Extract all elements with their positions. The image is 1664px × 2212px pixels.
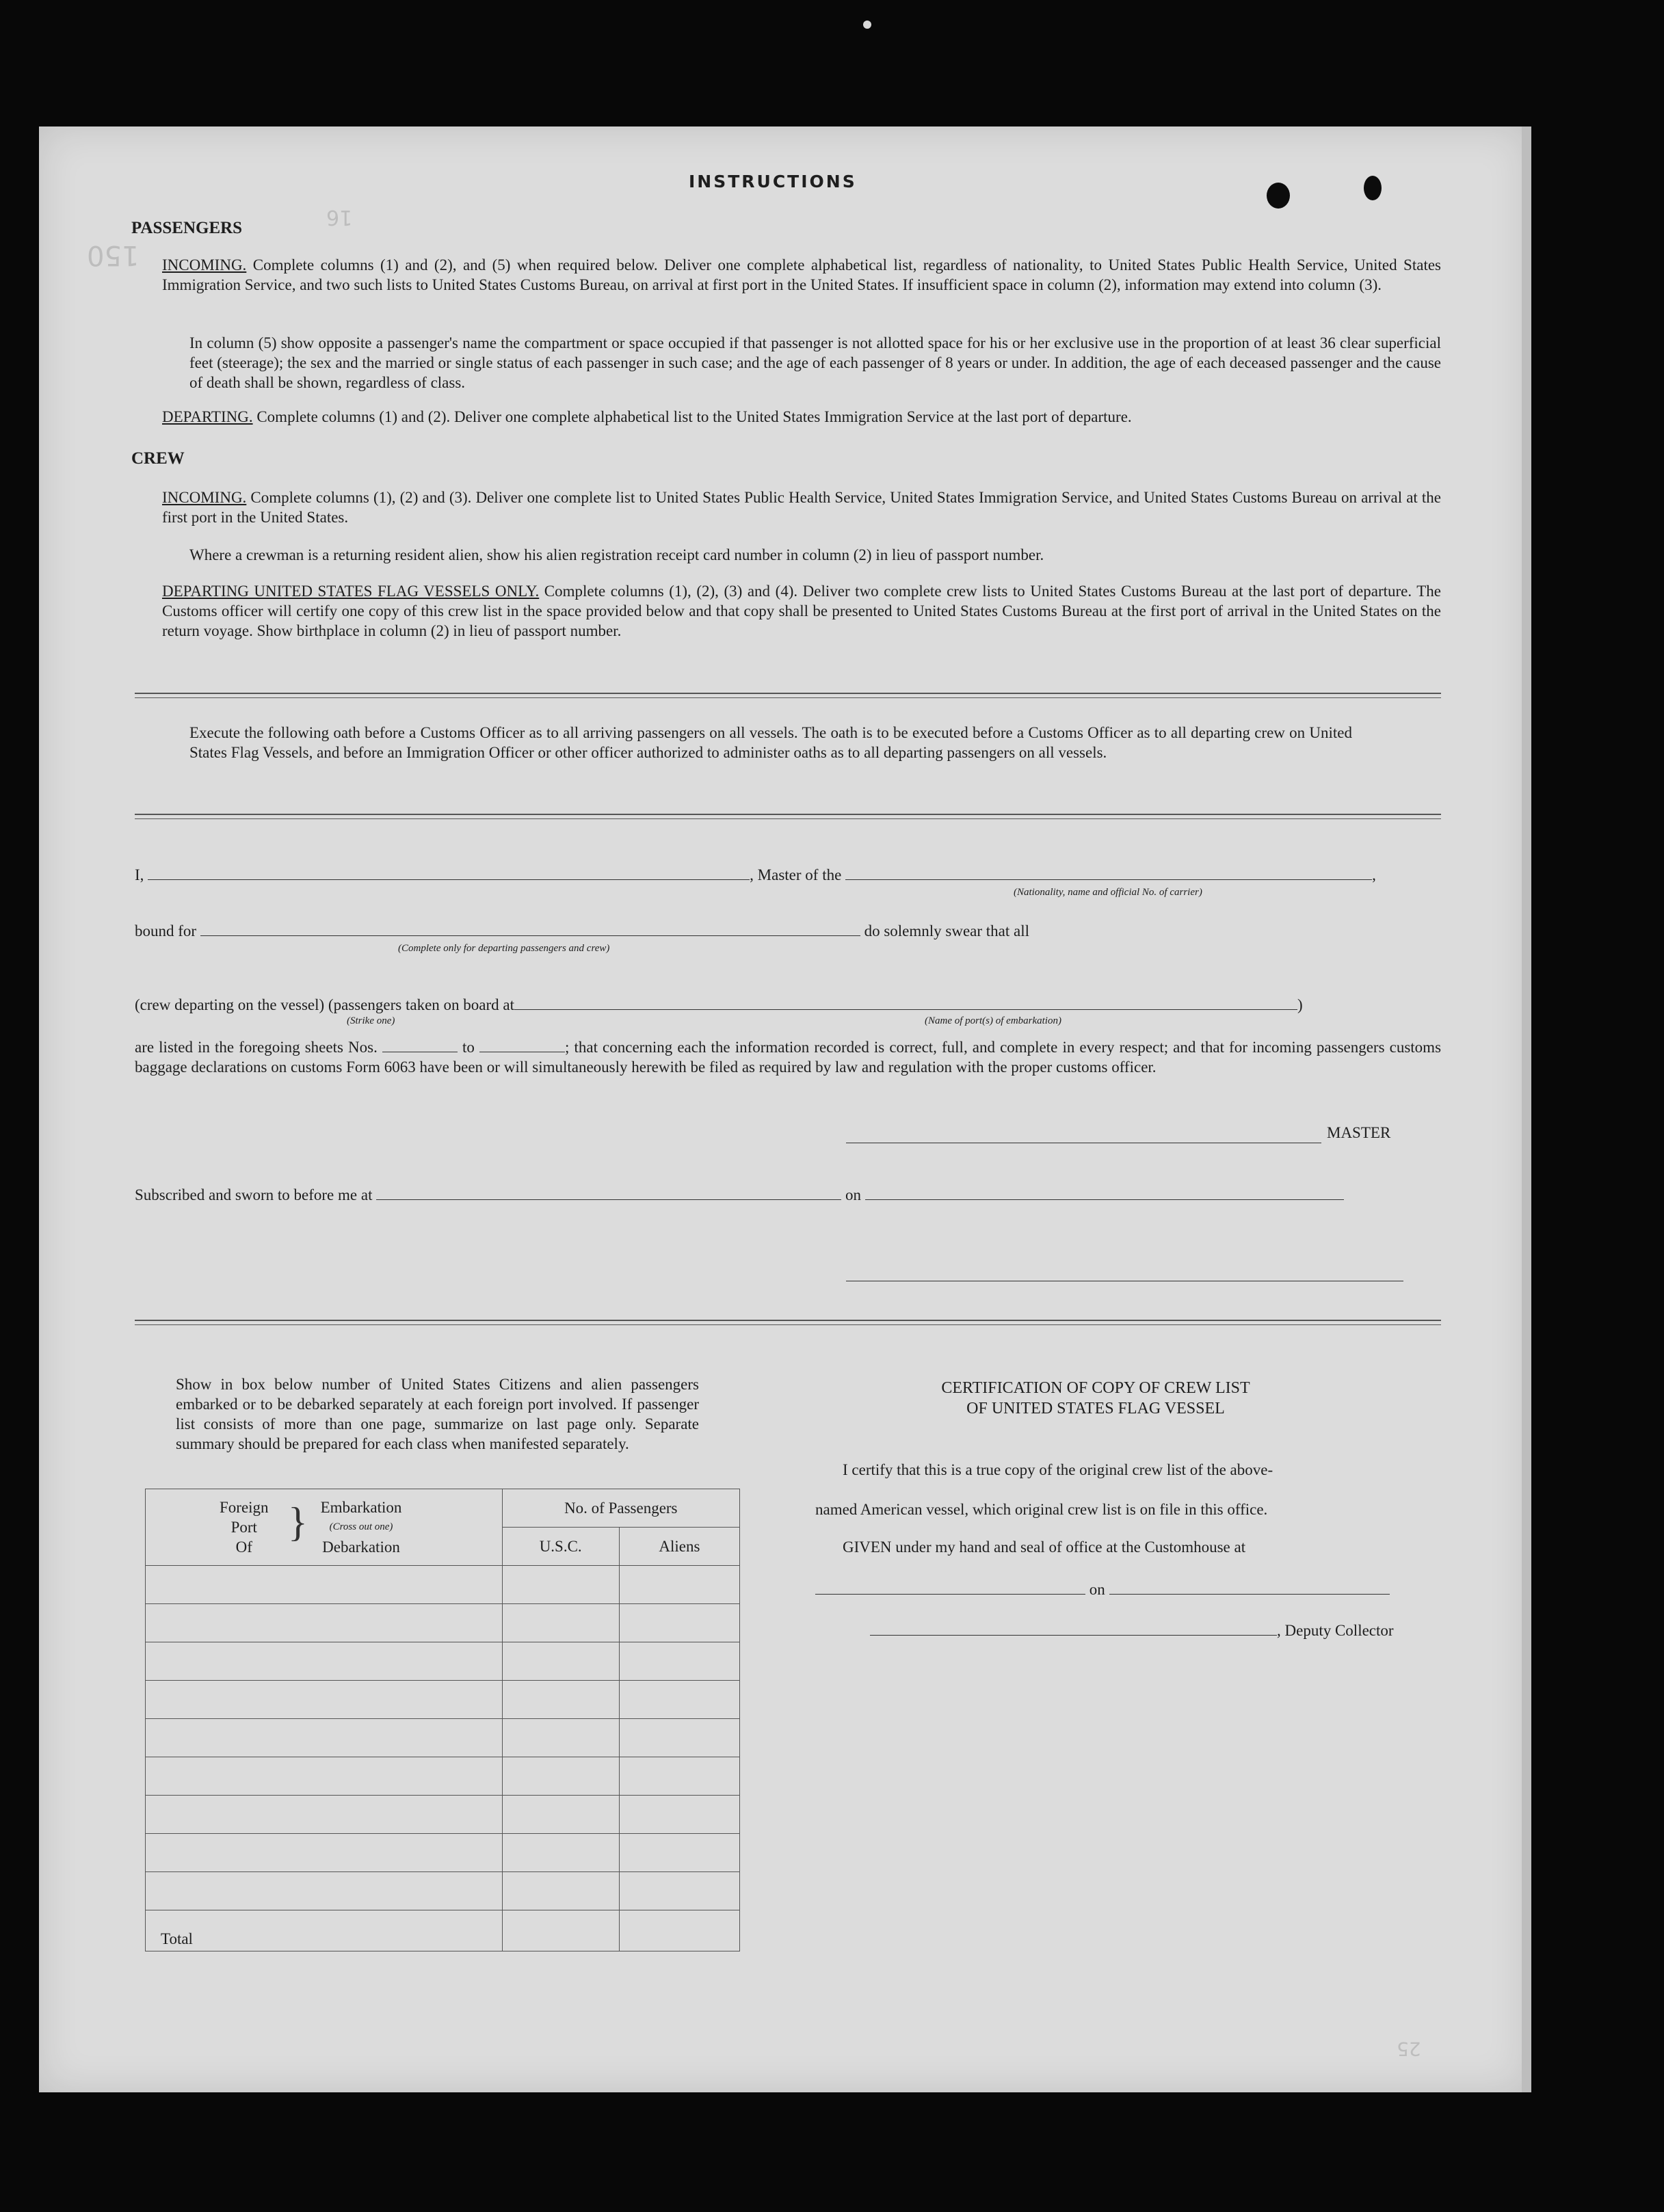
table-row[interactable]	[146, 1604, 740, 1642]
crew-passengers-text: (crew departing on the vessel) (passengers taken on board at	[135, 996, 514, 1013]
port-label: Port	[230, 1519, 257, 1536]
ink-blot	[1267, 183, 1290, 209]
ink-blot	[1364, 176, 1382, 200]
aliens-header: Aliens	[619, 1528, 739, 1566]
table-row[interactable]	[146, 1757, 740, 1796]
cert-date-field[interactable]	[1109, 1594, 1390, 1595]
passengers-heading: PASSENGERS	[131, 219, 243, 237]
certification-title-line-1: CERTIFICATION OF COPY OF CREW LIST	[941, 1379, 1250, 1397]
embarkation-port-field[interactable]	[514, 1009, 1297, 1010]
bound-for-label: bound for	[135, 922, 197, 940]
no-of-passengers-header: No. of Passengers	[502, 1489, 739, 1528]
divider	[135, 697, 1441, 698]
swear-text: do solemnly swear that all	[864, 922, 1030, 940]
cross-out-note: (Cross out one)	[329, 1521, 393, 1532]
divider	[135, 814, 1441, 815]
crew-incoming-paragraph	[162, 488, 1441, 527]
on-label: on	[845, 1186, 861, 1203]
oath-line-1: I, , Master of the ,	[135, 866, 1376, 883]
subscribed-label: Subscribed and sworn to before me at	[135, 1186, 373, 1203]
usc-cell[interactable]	[502, 1642, 619, 1681]
customhouse-field[interactable]	[815, 1594, 1085, 1595]
aliens-cell[interactable]	[619, 1757, 739, 1796]
embarkation-label: Embarkation	[320, 1499, 402, 1516]
total-aliens-cell[interactable]	[619, 1910, 739, 1951]
crew-heading: CREW	[131, 449, 185, 468]
sheet-edge	[1522, 126, 1531, 2092]
debarkation-label: Debarkation	[322, 1538, 400, 1556]
page-number-bleed: 25	[1397, 2038, 1421, 2060]
departing-label: DEPARTING.	[162, 408, 253, 425]
divider	[135, 1324, 1441, 1325]
crew-departing-text: Complete columns (1), (2), (3) and (4). Deliver two complete crew lists to United States Customs Bureau at the last port of departure. The Customs officer will certify one copy of this crew list in the space provided below and that copy shall be presented to United States Customs Bureau at the first port of arrival in the United States on the return voyage. Show birthplace in column (2) in lieu of passport number.	[162, 583, 1442, 639]
aliens-cell[interactable]	[619, 1796, 739, 1834]
embark-debark-label	[310, 1497, 412, 1557]
port-cell[interactable]	[146, 1834, 503, 1872]
port-cell[interactable]	[146, 1681, 503, 1719]
usc-cell[interactable]	[502, 1719, 619, 1757]
given-line: GIVEN under my hand and seal of office at the Customhouse at	[843, 1538, 1246, 1556]
incoming-label: INCOMING.	[162, 256, 247, 274]
passengers-departing-paragraph	[162, 407, 1441, 427]
table-row[interactable]	[146, 1642, 740, 1681]
total-row[interactable]	[146, 1910, 740, 1951]
usc-cell[interactable]	[502, 1834, 619, 1872]
table-row[interactable]	[146, 1566, 740, 1604]
port-note: (Name of port(s) of embarkation)	[925, 1015, 1061, 1026]
subscribed-line	[135, 1185, 1344, 1205]
port-header-cell	[146, 1489, 503, 1566]
aliens-cell[interactable]	[619, 1872, 739, 1910]
usc-cell[interactable]	[502, 1796, 619, 1834]
summary-note: Show in box below number of United States Citizens and alien passengers embarked or to be debarked separately at each foreign port involved. If passenger list consists of more than one page, summarize on last page only. Separate summary should be prepared for each class when manifested separately.	[176, 1376, 699, 1452]
sheets-to-label: to	[462, 1039, 475, 1056]
master-of-the-label: , Master of the	[750, 866, 842, 883]
table-row[interactable]	[146, 1872, 740, 1910]
certify-line-1: I certify that this is a true copy of the original crew list of the above-	[843, 1461, 1273, 1478]
crew-incoming-label: INCOMING.	[162, 489, 247, 506]
usc-cell[interactable]	[502, 1604, 619, 1642]
sheet-number-bleed: 16	[326, 205, 353, 229]
incoming-text: Complete columns (1) and (2), and (5) when required below. Deliver one complete alphabetical list, regardless of nationality, to United States Public Health Service, United States Immigration Service, and two such lists to United States Customs Bureau, on arrival at first port in the United States. If insufficient space in column (2), information may extend into column (3).	[162, 256, 1442, 293]
deputy-collector-label: , Deputy Collector	[1277, 1622, 1394, 1639]
foreign-port-of-label	[220, 1497, 269, 1557]
total-usc-cell[interactable]	[502, 1910, 619, 1951]
master-signature-field[interactable]	[846, 1125, 1321, 1143]
oath-i: I,	[135, 866, 144, 883]
crew-departing-label: DEPARTING UNITED STATES FLAG VESSELS ONLY.	[162, 583, 540, 600]
crew-incoming-text: Complete columns (1), (2) and (3). Deliver one complete list to United States Public Health Service, United States Immigration Service, and United States Customs Bureau on arrival at the first port in the United States.	[162, 489, 1441, 526]
cert-on-label: on	[1089, 1581, 1105, 1598]
table-row[interactable]	[146, 1719, 740, 1757]
strike-one-note: (Strike one)	[347, 1015, 395, 1026]
bound-for-field[interactable]	[200, 935, 860, 936]
passengers-incoming-paragraph	[162, 255, 1441, 295]
foreign-label: Foreign	[220, 1499, 269, 1516]
total-label: Total	[146, 1910, 503, 1951]
master-name-field[interactable]	[148, 879, 750, 880]
of-label: Of	[235, 1538, 252, 1556]
table-row[interactable]	[146, 1834, 740, 1872]
certification-title-line-2: OF UNITED STATES FLAG VESSEL	[966, 1400, 1225, 1417]
aliens-cell[interactable]	[619, 1566, 739, 1604]
sheets-text: ; that concerning each the information recorded is correct, full, and complete in every respect; and that for incoming passengers customs baggage declarations on customs Form 6063 have been or will simultaneously herewith be filed as required by law and regulation with the proper customs officer.	[135, 1039, 1442, 1076]
port-cell[interactable]	[146, 1796, 503, 1834]
certification-title	[836, 1378, 1356, 1419]
oath-line-4	[135, 1037, 1441, 1077]
usc-cell[interactable]	[502, 1566, 619, 1604]
column5-paragraph: In column (5) show opposite a passenger's name the compartment or space occupied if that passenger is not allotted space for his or her exclusive use in the proportion of at least 36 clear superficial feet (steerage); the sex and the married or single status of each passenger in such case; and the age of each passenger of 8 years or under. In addition, the age of each deceased passenger and the cause of death shall be shown, regardless of class.	[189, 334, 1441, 391]
oath-line-3	[135, 995, 1303, 1015]
usc-cell[interactable]	[502, 1872, 619, 1910]
departing-text: Complete columns (1) and (2). Deliver one complete alphabetical list to the United States Immigration Service at the last port of departure.	[256, 408, 1132, 425]
divider	[135, 1320, 1441, 1321]
sheets-label: are listed in the foregoing sheets Nos.	[135, 1039, 378, 1056]
brace-icon: }	[288, 1500, 308, 1545]
sworn-date-field[interactable]	[865, 1199, 1344, 1200]
port-cell[interactable]	[146, 1642, 503, 1681]
port-cell[interactable]	[146, 1757, 503, 1796]
divider	[135, 693, 1441, 694]
table-row[interactable]	[146, 1681, 740, 1719]
sworn-place-field[interactable]	[376, 1199, 841, 1200]
port-cell[interactable]	[146, 1872, 503, 1910]
form-title: INSTRUCTIONS	[689, 172, 857, 191]
master-label: MASTER	[1327, 1124, 1391, 1141]
oath-line-2	[135, 921, 1029, 941]
port-cell[interactable]	[146, 1604, 503, 1642]
film-speck	[863, 21, 871, 29]
divider	[135, 818, 1441, 819]
officer-signature-field[interactable]	[846, 1267, 1403, 1281]
deputy-signature-field[interactable]	[870, 1635, 1277, 1636]
certify-line-2: named American vessel, which original crew list is on file in this office.	[815, 1501, 1268, 1518]
port-cell[interactable]	[146, 1566, 503, 1604]
bound-for-note: (Complete only for departing passengers and crew)	[398, 943, 610, 954]
resident-alien-paragraph: Where a crewman is a returning resident alien, show his alien registration receipt card number in column (2) in lieu of passport number.	[189, 546, 1044, 563]
aliens-cell[interactable]	[619, 1642, 739, 1681]
customhouse-line	[815, 1580, 1390, 1599]
passenger-summary-table	[145, 1489, 740, 1951]
carrier-field[interactable]	[845, 879, 1372, 880]
port-cell[interactable]	[146, 1719, 503, 1757]
usc-cell[interactable]	[502, 1757, 619, 1796]
aliens-cell[interactable]	[619, 1834, 739, 1872]
usc-cell[interactable]	[502, 1681, 619, 1719]
aliens-cell[interactable]	[619, 1604, 739, 1642]
margin-number: 150	[87, 239, 140, 271]
carrier-note: (Nationality, name and official No. of carrier)	[1014, 887, 1202, 898]
close-paren: )	[1297, 996, 1303, 1013]
table-row[interactable]	[146, 1796, 740, 1834]
aliens-cell[interactable]	[619, 1681, 739, 1719]
deputy-line	[870, 1621, 1394, 1640]
usc-header: U.S.C.	[502, 1528, 619, 1566]
oath-intro-paragraph: Execute the following oath before a Customs Officer as to all arriving passengers on all vessels. The oath is to be executed before a Customs Officer as to all departing crew on United States Flag Vessels, and before an Immigration Officer or other officer authorized to administer oaths as to all departing passengers on all vessels.	[189, 724, 1352, 761]
aliens-cell[interactable]	[619, 1719, 739, 1757]
crew-departing-paragraph	[162, 581, 1441, 641]
